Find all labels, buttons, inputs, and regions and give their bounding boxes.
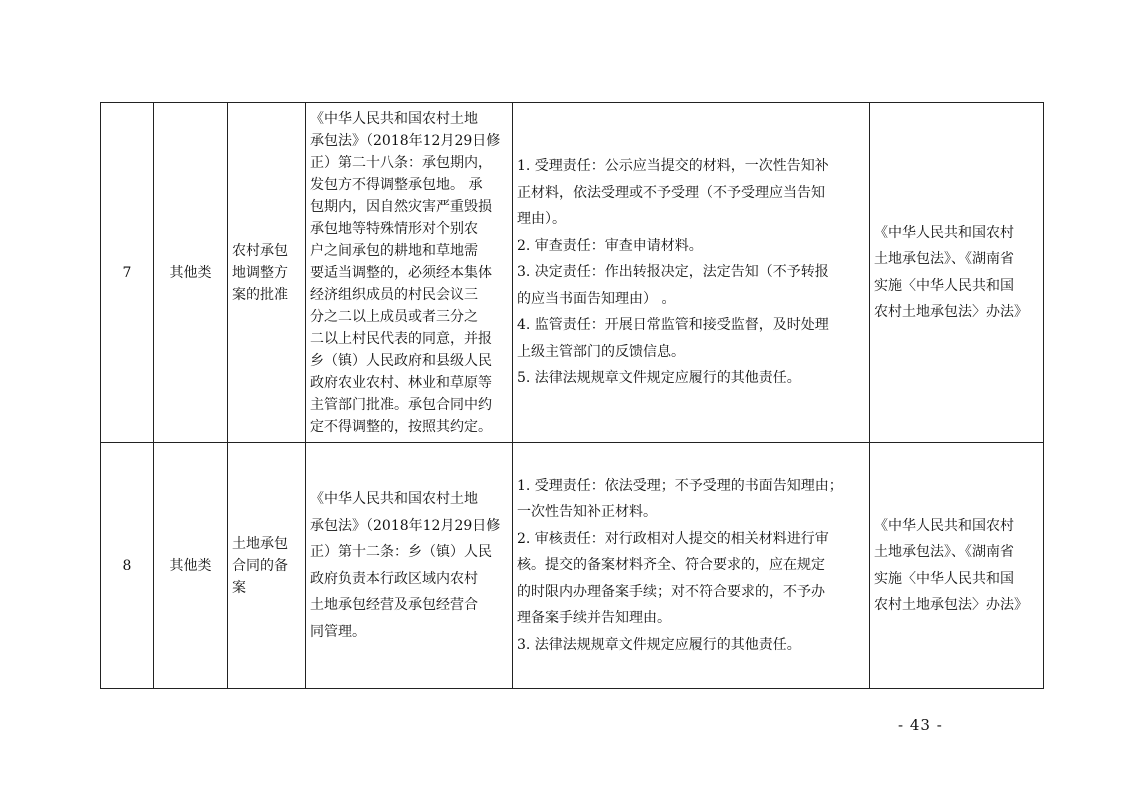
row-laws bbox=[870, 443, 1044, 689]
basis-line: 正）第二十八条：承包期内， bbox=[310, 154, 492, 171]
basis-line: 包期内，因自然灾害严重毁损 bbox=[310, 198, 492, 215]
responsibility-line: 1. 受理责任：依法受理；不予受理的书面告知理由； bbox=[517, 477, 843, 494]
law-line: 农村土地承包法〉办法》 bbox=[874, 304, 1028, 320]
item-line: 合同的备 bbox=[232, 557, 288, 574]
law-line: 土地承包法》、《湖南省 bbox=[874, 544, 1014, 560]
basis-line: 要适当调整的，必须经本集体 bbox=[310, 264, 492, 281]
responsibility-line: 2. 审查责任：审查申请材料。 bbox=[517, 237, 703, 254]
law-line: 实施〈中华人民共和国 bbox=[874, 570, 1014, 587]
row-item-name bbox=[228, 443, 306, 689]
responsibility-line: 5. 法律法规规章文件规定应履行的其他责任。 bbox=[517, 370, 801, 387]
basis-line: 发包方不得调整承包地。 承 bbox=[310, 176, 483, 193]
responsibility-line: 核。提交的备案材料齐全、符合要求的，应在规定 bbox=[517, 557, 825, 574]
responsibility-line: 的应当书面告知理由） 。 bbox=[517, 290, 676, 307]
basis-line: 同管理。 bbox=[310, 623, 366, 640]
row-legal-basis bbox=[306, 103, 513, 443]
basis-line: 《中华人民共和国农村土地 bbox=[310, 110, 478, 127]
law-line: 《中华人民共和国农村 bbox=[874, 224, 1014, 241]
law-line: 土地承包法》、《湖南省 bbox=[874, 251, 1014, 267]
basis-line: 定不得调整的，按照其约定。 bbox=[310, 418, 492, 435]
item-line: 土地承包 bbox=[232, 535, 288, 552]
item-line: 案 bbox=[232, 579, 246, 596]
basis-line: 户之间承包的耕地和草地需 bbox=[310, 242, 478, 259]
basis-line: 主管部门批准。承包合同中约 bbox=[310, 396, 492, 413]
responsibility-line: 1. 受理责任：公示应当提交的材料，一次性告知补 bbox=[517, 158, 829, 175]
basis-line: 土地承包经营及承包经营合 bbox=[310, 597, 478, 613]
row-item-name bbox=[228, 103, 306, 443]
responsibility-line: 2. 审核责任：对行政相对人提交的相关材料进行审 bbox=[517, 530, 829, 547]
responsibility-line: 上级主管部门的反馈信息。 bbox=[517, 343, 685, 360]
law-line: 实施〈中华人民共和国 bbox=[874, 277, 1014, 294]
responsibility-line: 4. 监管责任：开展日常监管和接受监督，及时处理 bbox=[517, 317, 829, 334]
basis-line: 乡（镇）人民政府和县级人民 bbox=[310, 352, 492, 369]
basis-line: 经济组织成员的村民会议三 bbox=[310, 286, 478, 303]
basis-line: 分之二以上成员或者三分之 bbox=[310, 308, 478, 325]
law-line: 农村土地承包法〉办法》 bbox=[874, 597, 1028, 613]
responsibility-line: 正材料，依法受理或不予受理（不予受理应当告知 bbox=[517, 184, 825, 201]
row-number: 7 bbox=[101, 103, 154, 443]
basis-line: 二以上村民代表的同意，并报 bbox=[310, 330, 492, 347]
row-number: 8 bbox=[101, 443, 154, 689]
basis-line: 承包法》（2018年12月29日修 bbox=[310, 132, 501, 149]
responsibility-line: 3. 法律法规规章文件规定应履行的其他责任。 bbox=[517, 636, 801, 653]
responsibility-line: 理备案手续并告知理由。 bbox=[517, 610, 671, 627]
page-number: - 43 - bbox=[898, 716, 943, 734]
basis-line: 承包地等特殊情形对个别农 bbox=[310, 220, 478, 237]
responsibility-table bbox=[100, 102, 1044, 689]
basis-line: 政府农业农村、林业和草原等 bbox=[310, 374, 492, 391]
row-category: 其他类 bbox=[154, 443, 228, 689]
row-legal-basis bbox=[306, 443, 513, 689]
basis-line: 正）第十二条：乡（镇）人民 bbox=[310, 544, 492, 560]
row-responsibilities bbox=[513, 103, 870, 443]
item-line: 地调整方 bbox=[232, 264, 288, 281]
law-line: 《中华人民共和国农村 bbox=[874, 517, 1014, 534]
responsibility-line: 一次性告知补正材料。 bbox=[517, 504, 657, 521]
row-laws bbox=[870, 103, 1044, 443]
basis-line: 承包法》（2018年12月29日修 bbox=[310, 517, 501, 534]
table-row bbox=[101, 103, 1044, 443]
responsibility-line: 3. 决定责任：作出转报决定，法定告知（不予转报 bbox=[517, 264, 829, 281]
item-line: 案的批准 bbox=[232, 286, 288, 303]
table-row bbox=[101, 443, 1044, 689]
row-responsibilities bbox=[513, 443, 870, 689]
basis-line: 《中华人民共和国农村土地 bbox=[310, 491, 478, 507]
responsibility-line: 理由）。 bbox=[517, 211, 566, 228]
row-category: 其他类 bbox=[154, 103, 228, 443]
basis-line: 政府负责本行政区域内农村 bbox=[310, 570, 478, 587]
responsibility-line: 的时限内办理备案手续；对不符合要求的，不予办 bbox=[517, 583, 825, 600]
item-line: 农村承包 bbox=[232, 242, 288, 259]
